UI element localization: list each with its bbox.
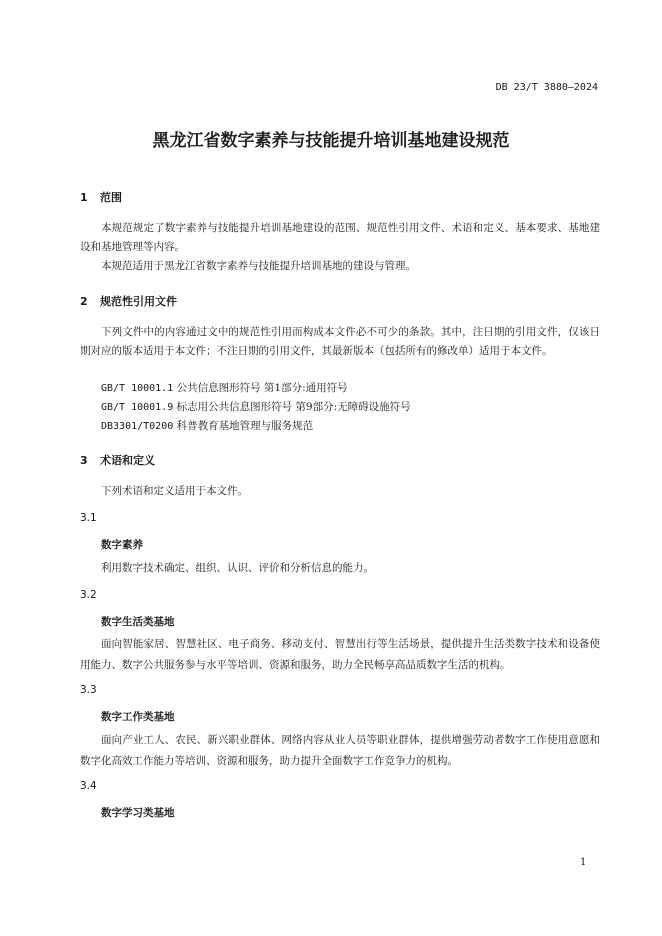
term-number: 3.2 [80, 589, 97, 601]
term-name: 数字生活类基地 [101, 616, 175, 628]
section-heading-scope [80, 189, 122, 205]
scope-paragraph-2: 本规范适用于黑龙江省数字素养与技能提升培训基地的建设与管理。 [101, 260, 416, 272]
reference-code: GB/T 10001.9 [101, 402, 174, 413]
section-number: 3 [80, 454, 88, 467]
term-definition: 利用数字技术确定、组织、认识、评价和分析信息的能力。 [101, 562, 374, 574]
term-name: 数字学习类基地 [101, 807, 175, 819]
refs-intro-paragraph: 下列文件中的内容通过文中的规范性引用而构成本文件必不可少的条款。其中，注日期的引用文件，仅该日期对应的版本适用于本文件；不注日期的引用文件，其最新版本（包括所有的修改单）适用于本文件。 [80, 326, 600, 357]
term-number: 3.4 [80, 780, 97, 792]
reference-item [101, 380, 348, 395]
term-name: 数字素养 [101, 539, 143, 551]
reference-item [101, 418, 313, 433]
term-number: 3.1 [80, 512, 97, 524]
reference-code: DB3301/T0200 [101, 421, 174, 432]
reference-title: 科普教育基地管理与服务规范 [176, 420, 314, 432]
section-heading-refs [80, 293, 177, 309]
section-heading-terms [80, 452, 155, 468]
term-definition: 面向产业工人、农民、新兴职业群体、网络内容从业人员等职业群体，提供增强劳动者数字工作使用意愿和数字化高效工作能力等培训、资源和服务，助力提升全面数字工作竞争力的机构。 [80, 734, 600, 767]
section-title: 范围 [100, 191, 122, 204]
term-number: 3.3 [80, 684, 97, 696]
term-name: 数字工作类基地 [101, 711, 175, 723]
document-title: 黑龙江省数字素养与技能提升培训基地建设规范 [152, 131, 510, 151]
term-definition: 面向智能家居、智慧社区、电子商务、移动支付、智慧出行等生活场景，提供提升生活类数字技术和设备使用能力、数字公共服务参与水平等培训、资源和服务，助力全民畅享高品质数字生活的机构。 [80, 638, 600, 671]
reference-title: 公共信息图形符号 第1部分:通用符号 [176, 382, 348, 394]
reference-code: GB/T 10001.1 [101, 383, 174, 394]
section-number: 1 [80, 191, 88, 204]
section-number: 2 [80, 295, 88, 308]
standard-number: DB 23/T 3880—2024 [495, 82, 598, 93]
scope-paragraph-1: 本规范规定了数字素养与技能提升培训基地建设的范围、规范性引用文件、术语和定义、基本要求、基地建设和基地管理等内容。 [80, 222, 600, 253]
page-number: 1 [580, 857, 587, 868]
reference-item [101, 399, 411, 414]
reference-title: 标志用公共信息图形符号 第9部分:无障碍设施符号 [176, 401, 411, 413]
terms-intro-paragraph: 下列术语和定义适用于本文件。 [101, 485, 248, 497]
section-title: 规范性引用文件 [100, 295, 177, 308]
section-title: 术语和定义 [100, 454, 155, 467]
